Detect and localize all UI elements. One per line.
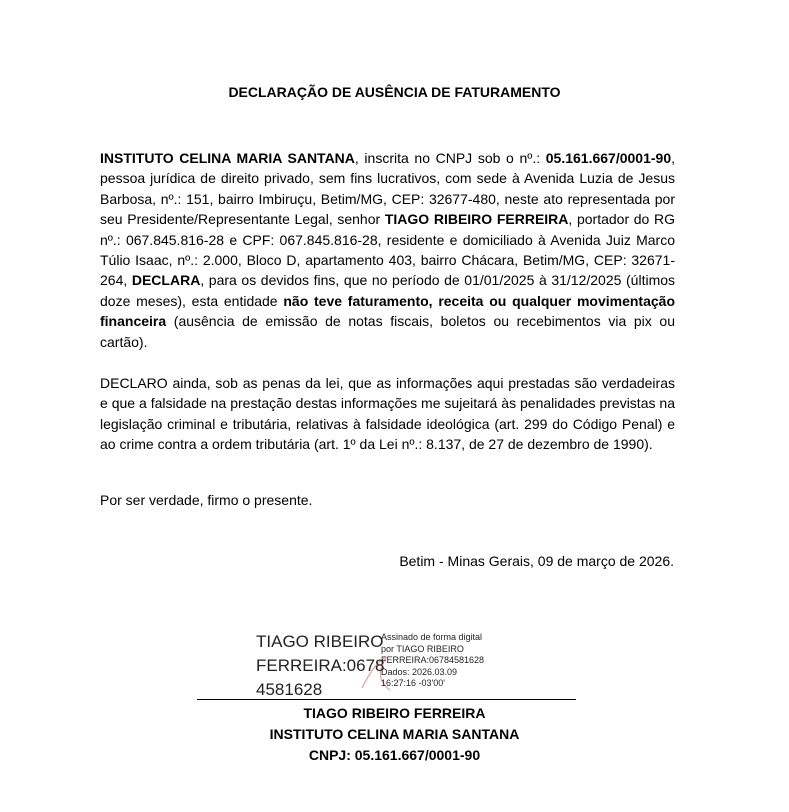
signature-large-line: TIAGO RIBEIRO <box>256 632 384 651</box>
signature-large-text <box>256 630 384 702</box>
signature-large-line: 4581628 <box>256 680 323 699</box>
date-line: Betim - Minas Gerais, 09 de março de 2026. <box>399 553 674 569</box>
declaration-paragraph <box>100 148 675 352</box>
signature-large-line: FERREIRA:0678 <box>256 656 385 675</box>
signature-detail-line: por TIAGO RIBEIRO <box>381 643 464 654</box>
signature-detail-line: 16:27:16 -03'00' <box>381 678 445 689</box>
paragraph-text: , inscrita no CNPJ sob o nº.: <box>354 150 546 166</box>
document-title: DECLARAÇÃO DE AUSÊNCIA DE FATURAMENTO <box>228 84 561 100</box>
signer-cnpj: CNPJ: 05.161.667/0001-90 <box>308 747 481 763</box>
declara-keyword: DECLARA <box>131 272 201 289</box>
representative-name: TIAGO RIBEIRO FERREIRA <box>384 211 569 228</box>
paragraph-text: , pessoa jurídica de direito privado, sem fins lucrativos, com sede à Avenida Luzia de Jesus Barbosa, nº.: 151, bairro Imbiruçu, Betim/MG, CEP: 32677-480, neste ato representada por seu Presidente/Representante Legal, senhor <box>100 150 675 228</box>
organization-name: INSTITUTO CELINA MARIA SANTANA <box>100 150 355 166</box>
paragraph-text: (ausência de emissão de notas fiscais, boletos ou recebimentos via pix ou cartão). <box>100 313 675 350</box>
signer-organization: INSTITUTO CELINA MARIA SANTANA <box>269 726 520 742</box>
signature-detail-line: Assinado de forma digital <box>381 632 483 642</box>
closing-paragraph: Por ser verdade, firmo o presente. <box>100 492 313 508</box>
signature-details <box>381 632 521 690</box>
signer-name: TIAGO RIBEIRO FERREIRA <box>303 705 486 721</box>
paragraph-text: , portador do RG nº.: 067.845.816-28 e CPF: 067.845.816-28, residente e domiciliado à Avenida Juiz Marco Túlio Isaac, nº.: 2.000, Bloco D, apartamento 403, bairro Chácara, Betim/MG, CEP: 32671-264, <box>100 211 675 289</box>
signature-detail-line: FERREIRA:06784581628 <box>381 655 485 666</box>
signature-line <box>197 699 576 700</box>
paragraph-text: , para os devidos fins, que no período de 01/01/2025 à 31/12/2025 (últimos doze meses), esta entidade <box>100 272 676 309</box>
penalty-paragraph: DECLARO ainda, sob as penas da lei, que as informações aqui prestadas são verdadeiras e que a falsidade na prestação destas informações me sujeitará às penalidades previstas na legislação criminal e tributária, relativas à falsidade ideológica (art. 299 do Código Penal) e ao crime contra a ordem tributária (art. 1º da Lei nº.: 8.137, de 27 de dezembro de 1990). <box>100 375 675 453</box>
emphasis-statement: não teve faturamento, receita ou qualquer movimentação financeira <box>100 292 675 330</box>
signature-detail-line: Dados: 2026.03.09 <box>381 666 458 677</box>
cnpj-number: 05.161.667/0001-90 <box>545 150 672 166</box>
